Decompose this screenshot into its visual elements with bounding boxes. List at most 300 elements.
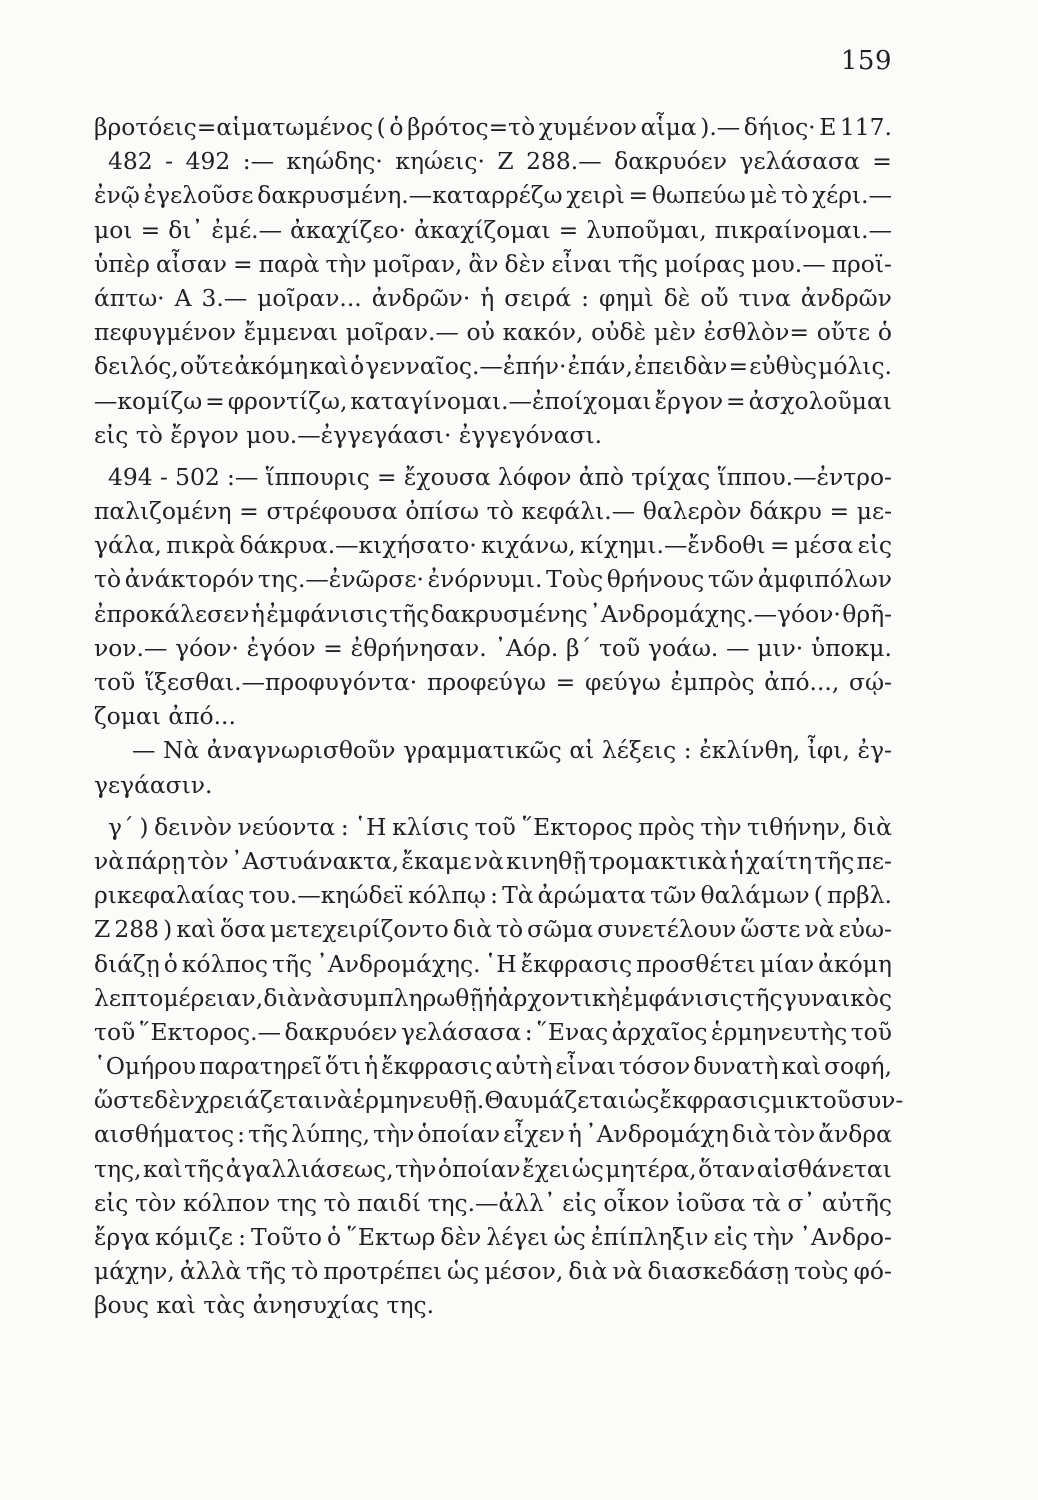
word: τὸ [291, 1257, 319, 1286]
word: : [581, 283, 589, 312]
word: γόον· [175, 633, 239, 662]
word: ὑπὲρ [94, 249, 150, 278]
word: της [276, 1188, 317, 1217]
word: ῞Εκτωρ [346, 1223, 436, 1251]
word: κεφάλι.— [521, 497, 636, 526]
word: αὐτῆς [821, 1188, 892, 1217]
text-line [94, 281, 892, 315]
word: της.—ἐνῶρσε· [257, 565, 424, 594]
word: χειρὶ [566, 181, 625, 210]
word: εἰς [713, 1223, 748, 1251]
word: ἐκλίνθη, [699, 736, 801, 765]
word: ἀπό..., [764, 668, 840, 696]
word: διὰ [452, 915, 492, 944]
text-line: βους καὶ τὰς ἀνησυχίας της. [94, 1291, 435, 1320]
word: ἡ [480, 283, 495, 312]
word: κίχημι.—ἔνδοθι [580, 531, 766, 560]
word: κιχάνω, [481, 531, 576, 560]
text-line [94, 1152, 892, 1186]
text-line: εἰς τὸ ἔργον μου.—ἐγγεγάασι· ἐγγεγόνασι. [94, 420, 603, 449]
word: δὲν [154, 1086, 195, 1115]
text-line [94, 1117, 892, 1151]
word: σ᾽ [787, 1188, 816, 1217]
word: τρομακτικὰ [588, 846, 728, 875]
word: ( [813, 881, 823, 910]
word: = [628, 181, 649, 210]
word: μίαν [759, 949, 815, 978]
word: συν- [850, 1086, 904, 1115]
word: αἰσθάνεται [756, 1154, 892, 1183]
word: παλιζομένη [94, 497, 232, 526]
word: φημὶ [598, 283, 654, 312]
word: Θαυμάζεται [484, 1086, 628, 1115]
word: ἐγ- [857, 736, 892, 765]
word: ἐνῷ [94, 181, 140, 210]
word: αισθήματος [94, 1120, 235, 1149]
word: με- [856, 497, 892, 526]
word: ) [163, 915, 173, 944]
word: μετεχειρίζοντο [269, 915, 449, 944]
word: εἰς [857, 531, 892, 560]
word: ῞Εκτορος.— [138, 1017, 281, 1046]
word: Ζ [94, 915, 111, 944]
text-line [94, 597, 892, 631]
word: τῆς [248, 1120, 289, 1149]
text-line [94, 1186, 892, 1220]
text-line [94, 878, 892, 912]
word: Τὰ [502, 881, 534, 910]
word: διὰ [263, 983, 303, 1012]
word: διάζῃ [94, 949, 160, 978]
word: Τοὺς [546, 565, 604, 594]
word: δυνατὴ [693, 1052, 779, 1081]
word: εἶχεν [503, 1120, 565, 1149]
word: ἔκφρασις [659, 1086, 771, 1115]
word: : [683, 736, 692, 765]
word: ὥστε [740, 915, 801, 944]
word: δι᾽ [168, 215, 204, 244]
word: φροντίζω, [227, 386, 348, 415]
word: οἶκον [603, 1188, 670, 1217]
word: τὸ [781, 181, 809, 210]
text-line [94, 110, 892, 144]
word: μάχην, [94, 1257, 175, 1286]
word: γελάσασα [739, 147, 860, 176]
word: του.—κηώδεϊ [248, 881, 404, 910]
word: θρῆ- [842, 599, 892, 628]
word: ὅτι [324, 1052, 362, 1081]
text-line [94, 315, 892, 349]
word: ἔχει [522, 1154, 571, 1183]
word: εὐω- [838, 915, 892, 944]
word: χέρι.— [811, 181, 892, 210]
word: συνετέλουν [597, 915, 737, 944]
word: εὐθὺς [749, 352, 818, 381]
word: ὡς [571, 1154, 604, 1183]
text-line [94, 810, 892, 844]
word: : [238, 1223, 246, 1251]
word: ἀνδρῶν· [371, 283, 471, 312]
word: καὶ [176, 915, 216, 944]
word: ἀλλὰ [179, 1257, 242, 1286]
word: ἔχουσα [403, 462, 491, 491]
word: σῶμα [527, 915, 594, 944]
word: τὸν [135, 1188, 177, 1217]
word: δὲν [440, 1223, 482, 1251]
word: κηώδης· [286, 147, 383, 176]
word: = [140, 215, 161, 244]
word: τὸν [773, 1120, 816, 1149]
word: γ΄ [108, 812, 134, 841]
word: τοὺς [794, 1257, 849, 1286]
word: τὰ [752, 1188, 781, 1217]
word: = [239, 497, 259, 526]
word: Τοῦτο [251, 1223, 322, 1251]
word: ὅταν [698, 1154, 756, 1183]
word: — [726, 633, 750, 662]
word: μητέρα, [605, 1154, 697, 1183]
word: γάλα, [94, 531, 162, 560]
word: - [159, 462, 168, 491]
text-line [94, 981, 892, 1015]
word: λέγει [486, 1223, 549, 1251]
word: προσθέτει [636, 949, 756, 978]
word: νὰ [322, 1086, 353, 1115]
word: κακόν, [502, 318, 584, 347]
word: προτρέπει [323, 1257, 442, 1286]
word: γυναικὸς [782, 983, 892, 1012]
word: τῶν [707, 565, 755, 594]
word: ὡς [447, 1257, 480, 1286]
text-line [94, 631, 892, 665]
word: ἀκόμη [818, 949, 892, 978]
text-line [94, 349, 892, 383]
word: γενναῖος.—ἐπήν· [365, 352, 567, 381]
word: αἶσαν [155, 249, 227, 278]
word: ἔκφρασις [520, 949, 633, 978]
word: μοῖραν, [372, 249, 463, 278]
word: ( [376, 113, 386, 141]
word: = [323, 633, 343, 662]
word: ἑρμηνευθῇ. [352, 1086, 485, 1115]
word: τοῦ [598, 633, 641, 662]
word: χαίτη [745, 846, 812, 875]
commentary-text [94, 110, 904, 1323]
word: ἐμφάνισις [266, 599, 388, 628]
word: αἱ [569, 736, 595, 765]
word: :— [242, 147, 274, 176]
word: γελάσασα [400, 1017, 522, 1046]
word: : [237, 1120, 246, 1149]
word: παρατηρεῖ [199, 1052, 322, 1081]
word: νεύοντα [237, 812, 336, 841]
word: βροτόεις=αἱματωμένος [94, 113, 374, 141]
word: στρέφουσα [266, 497, 398, 526]
word: ἀνάκτορόν [124, 565, 255, 594]
text-line [94, 144, 892, 178]
word: ἶφι, [807, 736, 850, 765]
word: ἐμέ.— [211, 215, 283, 244]
word: τῶν [650, 881, 697, 910]
word: - [165, 147, 174, 176]
word: δὲν [504, 249, 546, 278]
word: ᾿Αστυάνακτα, [230, 846, 400, 875]
word: ᾿Αόρ. [494, 633, 559, 662]
word: τόσον [618, 1052, 691, 1081]
word: μοίρας [664, 249, 746, 278]
word: τοῦ [850, 1017, 892, 1046]
word: παιδί [357, 1188, 421, 1217]
word: γοάω. [647, 633, 719, 662]
word: διὰ [852, 812, 892, 841]
word: καὶ [781, 1052, 822, 1081]
word: δεινὸν [154, 812, 232, 841]
text-line [94, 562, 892, 596]
word: προϊ- [831, 249, 892, 278]
word: νὰ [94, 846, 125, 875]
word: = [770, 531, 790, 560]
word: ἐγόον [246, 633, 316, 662]
word: = [232, 249, 253, 278]
word: μέσα [794, 531, 854, 560]
word: ἔκαμε [401, 846, 472, 875]
word: δήιος· [743, 113, 816, 141]
word: ἂν [468, 249, 499, 278]
word: ὁποίαν [417, 1120, 501, 1149]
word: θαλερὸν [642, 497, 742, 526]
word: ᾿Ανδρομάχη [584, 1120, 729, 1149]
text-line [94, 665, 892, 699]
word: καὶ [143, 1154, 183, 1183]
word: καὶ [309, 352, 349, 381]
word: = [205, 386, 225, 415]
word: πικραίνομαι.— [714, 215, 892, 244]
word: οὔ [700, 283, 729, 312]
word: οὐδὲ [591, 318, 647, 347]
word: = [872, 147, 892, 176]
word: νὰ [302, 983, 333, 1012]
word: θαλάμων [700, 881, 810, 910]
word: λεπτομέρειαν, [94, 983, 264, 1012]
word: 482 [108, 147, 153, 176]
word: τῆς [389, 599, 430, 628]
word: —κομίζω [94, 386, 203, 415]
word: ἵξεσθαι.—προφυγόντα· [144, 668, 418, 696]
word: τοῦ [94, 1017, 136, 1046]
word: λέξεις [601, 736, 677, 765]
word: χυμένον [538, 113, 638, 141]
word: διὰ [731, 1120, 771, 1149]
word: ῞Ενας [536, 1017, 609, 1046]
word: γραμματικῶς [403, 736, 562, 765]
word: = [829, 497, 850, 526]
word: 288.— [526, 147, 602, 176]
word: β΄ [566, 633, 592, 662]
word: τὸ [94, 565, 122, 594]
word: τρίχας [631, 462, 711, 491]
word: ἀσχολοῦμαι [748, 386, 892, 415]
word: Ζ [497, 147, 514, 176]
word: ἀμφιπόλων [757, 565, 892, 594]
text-line [94, 1254, 892, 1288]
word: ἀρχοντικὴ [497, 983, 621, 1012]
word: ὁ [350, 352, 365, 381]
word: της.—ἀλλ᾽ [427, 1188, 556, 1217]
word: τῆς [272, 949, 313, 978]
word: σειρά [504, 283, 572, 312]
word: 502 [175, 462, 220, 491]
word: ἀρχαῖος [611, 1017, 708, 1046]
word: καταγίνομαι.—ἐποίχομαι [350, 386, 652, 415]
word: ᾿Ανδρομάχης.—γόον· [589, 599, 841, 628]
word: δὲ [663, 283, 691, 312]
word: ἄνδρα [818, 1120, 892, 1149]
word: — [132, 736, 156, 765]
word: μόλις. [818, 352, 892, 381]
word: μὲν [653, 318, 696, 347]
text-line: γεγάασιν. [94, 770, 213, 799]
text-line [94, 1015, 892, 1049]
word: 117. [839, 113, 892, 141]
word: ὁποίαν [437, 1154, 521, 1183]
word: Α [174, 283, 192, 312]
page-number: 159 [840, 46, 892, 76]
text-line [94, 178, 892, 212]
word: τῆς [246, 1257, 287, 1286]
word: της, [94, 1154, 142, 1183]
word: τινα [738, 283, 791, 312]
word: κηώεις· [395, 147, 485, 176]
word: λόφον [497, 462, 572, 491]
word: δακρυόεν [284, 1017, 398, 1046]
word: 3.— [201, 283, 248, 312]
text-line [94, 494, 892, 528]
word: = [558, 215, 579, 244]
word: ἐσθλὸν= [703, 318, 809, 347]
word: ἐπροκάλεσεν [94, 599, 250, 628]
text-line: ζομαι ἀπό... [94, 702, 236, 731]
word: άπτω· [94, 283, 165, 312]
word: ᾿Ανδρομάχης. [316, 949, 481, 978]
word: = [377, 462, 397, 491]
word: αἷμα [640, 113, 697, 141]
word: παρὰ [258, 249, 320, 278]
word: τοῦ [474, 812, 516, 841]
word: ἀπὸ [578, 462, 625, 491]
word: Ε [819, 113, 837, 141]
word: ρικεφαλαίας [94, 881, 245, 910]
word: δάκρυ [749, 497, 822, 526]
word: τῆς [184, 1154, 225, 1183]
word: τὴν [752, 1223, 795, 1251]
word: ἐπίπληξιν [590, 1223, 709, 1251]
word: θρήνους [606, 565, 705, 594]
word: :— [226, 462, 259, 491]
word: ἐγελοῦσε [143, 181, 254, 210]
word: πάρῃ [126, 846, 186, 875]
word: πρὸς [638, 812, 695, 841]
word: μου.— [751, 249, 826, 278]
word: σῴ- [849, 668, 892, 696]
word: ἔργα [94, 1223, 151, 1251]
text-line [94, 384, 892, 418]
word: ἐμφάνισις [620, 983, 743, 1012]
word: ὥστε [94, 1086, 155, 1115]
word: λυποῦμαι, [586, 215, 707, 244]
word: φό- [853, 1257, 892, 1286]
word: ) [139, 812, 149, 841]
word: κόμιζε [155, 1223, 234, 1251]
word: δάκρυα.—κιχήσατο· [239, 531, 477, 560]
word: 288 [114, 915, 160, 944]
word: μέσον, [484, 1257, 564, 1286]
word: ἀνδρῶν [800, 283, 892, 312]
word: : [524, 1017, 533, 1046]
word: πε- [856, 846, 892, 875]
word: : [340, 812, 349, 841]
word: μικτοῦ [770, 1086, 851, 1115]
text-line [94, 247, 892, 281]
word: ἐνόρνυμι. [427, 565, 543, 594]
word: βρότος=τὸ [407, 113, 536, 141]
word: ἵππου.—ἐντρο- [717, 462, 892, 491]
word: τὸ [496, 915, 524, 944]
word: τὴν [700, 812, 742, 841]
word: ἔκφρασις [381, 1052, 493, 1081]
word: δακρυσμένης [430, 599, 588, 628]
word: = [555, 668, 576, 696]
word: τὴν [373, 1120, 415, 1149]
word: ὁ [389, 113, 404, 141]
word: ἡ [483, 983, 498, 1012]
word: ἡ [567, 1120, 582, 1149]
word: κλίσις [392, 812, 469, 841]
word: ὑποκμ. [810, 633, 892, 662]
word: τῆς [814, 846, 855, 875]
word: προφεύγω [426, 668, 546, 696]
word: συμπληρωθῇ [332, 983, 484, 1012]
word: ἀκαχίζεο· [290, 215, 406, 244]
word: ῾Η [484, 949, 517, 978]
word: οὔτε [816, 318, 871, 347]
word: διασκεδάσῃ [647, 1257, 790, 1286]
word: ὡς [627, 1086, 660, 1115]
word: εἰς [562, 1188, 597, 1217]
word: ἐπάν, [567, 352, 633, 381]
word: : [490, 881, 498, 910]
word: νον.— [94, 633, 168, 662]
word: εἰς [94, 1188, 129, 1217]
text-line [94, 528, 892, 562]
word: ).— [700, 113, 741, 141]
word: ἔμμεναι [243, 318, 338, 347]
word: νὰ [612, 1257, 643, 1286]
word: δακρυσμένη.—καταρρέζω [257, 181, 563, 210]
word: ἑρμηνευτὴς [711, 1017, 848, 1046]
word: ἀγαλλιάσεως, [225, 1154, 394, 1183]
word: ὁ [877, 318, 892, 347]
word: δακρυόεν [614, 147, 728, 176]
word: ὡς [553, 1223, 586, 1251]
text-line [94, 1049, 892, 1083]
word: κόλπῳ [407, 881, 486, 910]
text-line [94, 1220, 892, 1254]
word: μοῖραν... [257, 283, 362, 312]
text-line [94, 1083, 904, 1117]
word: ἀναγνωρισθοῦν [206, 736, 396, 765]
word: ἔργον [654, 386, 724, 415]
text-line [94, 733, 892, 767]
